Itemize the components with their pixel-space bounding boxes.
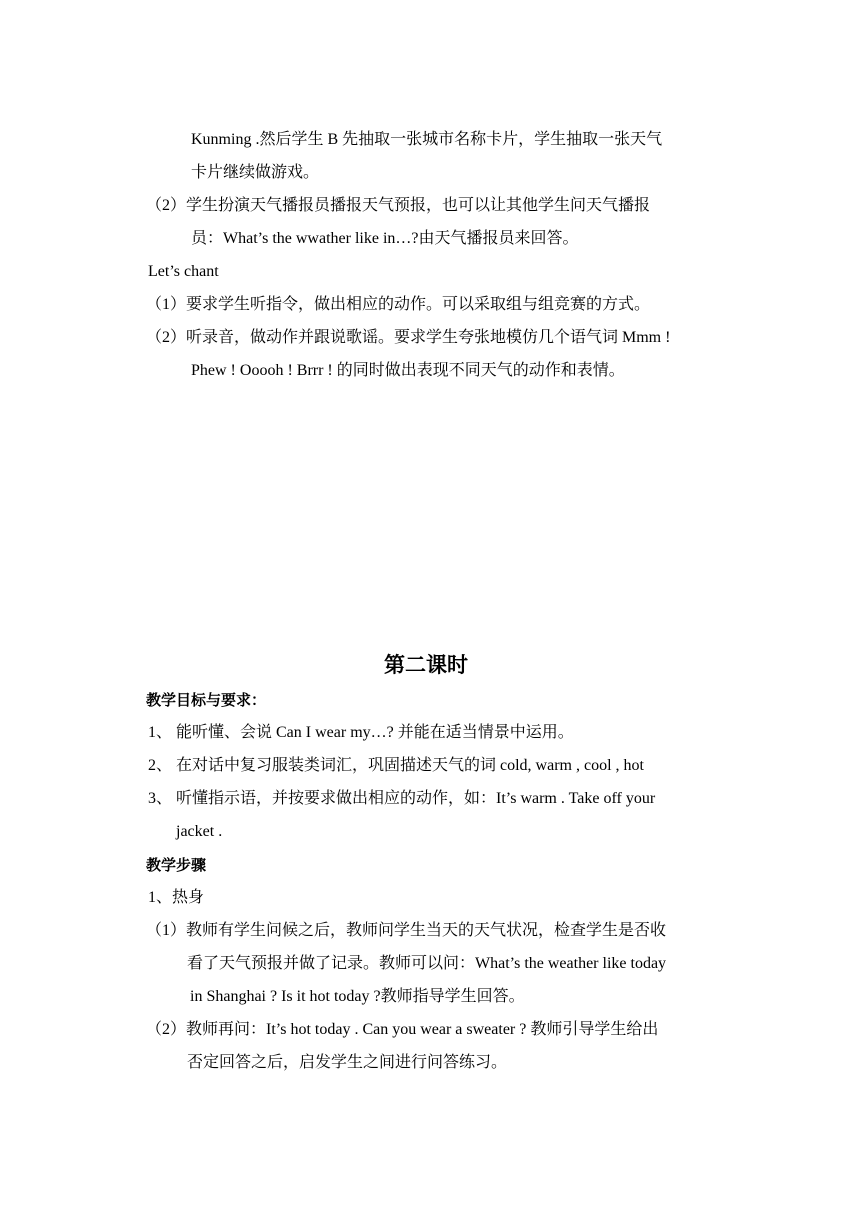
goal-item: 3、 听懂指示语，并按要求做出相应的动作，如：It’s warm . Take off your	[148, 790, 656, 807]
text-line: Kunming .然后学生 B 先抽取一张城市名称卡片，学生抽取一张天气	[191, 131, 663, 148]
step-item-continuation: 看了天气预报并做了记录。教师可以问：What’s the weather like today	[187, 955, 667, 972]
text-line: （2）听录音，做动作并跟说歌谣。要求学生夸张地模仿几个语气词 Mmm !	[146, 329, 671, 346]
text-line: 卡片继续做游戏。	[191, 164, 320, 181]
text-line: Phew ! Ooooh ! Brrr ! 的同时做出表现不同天气的动作和表情。	[191, 362, 625, 379]
goals-heading: 教学目标与要求：	[146, 691, 267, 709]
step-item-continuation: in Shanghai ? Is it hot today ?教师指导学生回答。	[190, 988, 525, 1005]
text-line: （1）要求学生听指令，做出相应的动作。可以采取组与组竞赛的方式。	[146, 296, 651, 313]
step-item: （2）教师再问：It’s hot today . Can you wear a sweater ? 教师引导学生给出	[146, 1021, 659, 1038]
goal-item: 1、 能听懂、会说 Can I wear my…? 并能在适当情景中运用。	[148, 724, 574, 741]
text-line: （2）学生扮演天气播报员播报天气预报，也可以让其他学生问天气播报	[146, 197, 651, 214]
step-item-continuation: 否定回答之后，启发学生之间进行问答练习。	[187, 1054, 508, 1071]
steps-heading: 教学步骤	[146, 856, 207, 874]
page-title: 第二课时	[384, 653, 468, 677]
goal-item: 2、 在对话中复习服装类词汇，巩固描述天气的词 cold, warm , cool , hot	[148, 757, 644, 774]
section-heading: Let’s chant	[148, 263, 219, 280]
goal-item-continuation: jacket .	[176, 823, 223, 840]
text-line: 员：What’s the wwather like in…?由天气播报员来回答。	[191, 230, 579, 247]
warmup-heading: 1、热身	[148, 889, 205, 906]
step-item: （1）教师有学生问候之后，教师问学生当天的天气状况，检查学生是否收	[146, 922, 667, 939]
